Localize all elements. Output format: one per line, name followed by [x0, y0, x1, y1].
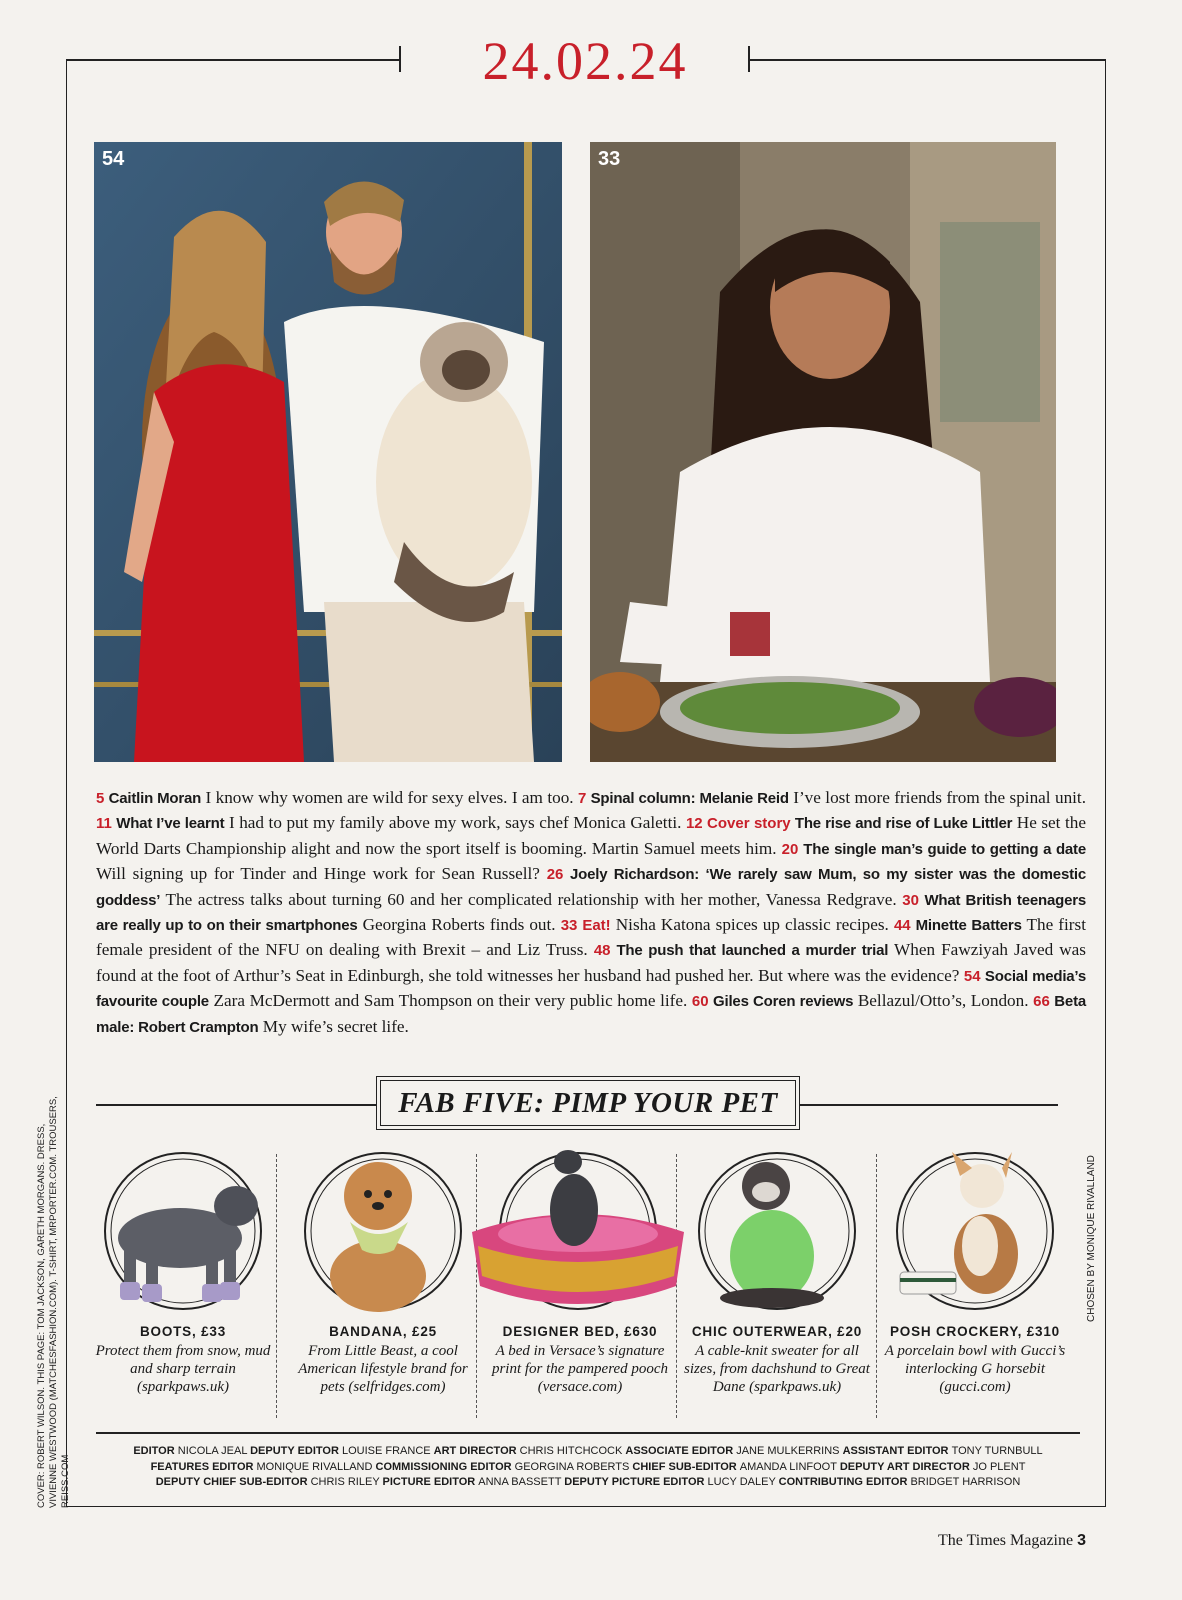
masthead-credits — [96, 1444, 1080, 1491]
fab-item-chic-outerwear — [682, 1146, 872, 1396]
boots-image — [98, 1146, 268, 1316]
credit-role: COMMISSIONING EDITOR — [375, 1460, 515, 1473]
contents-page-number: 11 — [96, 815, 117, 833]
credit-person: GEORGINA ROBERTS — [514, 1460, 633, 1473]
credits-line — [96, 1444, 1080, 1460]
header-tick-left — [399, 46, 401, 72]
credits-rule-top — [96, 1432, 1080, 1434]
chef-illustration — [590, 142, 1056, 762]
contents-page-number: 60 — [691, 993, 714, 1011]
photo-chef — [590, 142, 1056, 762]
contents-headline: What British teenagers are really up to on their smartphones — [96, 891, 1086, 935]
item-name: POSH CROCKERY, £310 — [889, 1324, 1060, 1339]
fab-five-title: FAB FIVE: PIMP YOUR PET — [380, 1080, 796, 1126]
contents-page-number: 54 — [963, 967, 985, 985]
contents-page-number: 44 — [893, 917, 916, 935]
contents-list — [96, 786, 1086, 1040]
credit-role: DEPUTY PICTURE EDITOR — [564, 1476, 708, 1488]
contents-standfirst: Zara McDermott and Sam Thompson on their very public home life. — [208, 991, 692, 1011]
contents-page-number: 26 — [546, 866, 570, 884]
credit-person: MONIQUE RIVALLAND — [256, 1460, 376, 1473]
publication-name: The Times Magazine — [938, 1532, 1074, 1549]
contents-section-label: Eat! — [582, 917, 611, 935]
fab-item-bandana — [288, 1146, 478, 1396]
credit-person: NICOLA JEAL — [177, 1445, 251, 1457]
credit-role: ART DIRECTOR — [433, 1445, 520, 1457]
contents-page-number: 12 — [685, 815, 708, 833]
fab-item-designer-bed — [480, 1146, 680, 1396]
contents-headline: Giles Coren reviews — [713, 993, 854, 1011]
contents-standfirst: The actress talks about turning 60 and her complicated relationship with her mother, Vanessa Redgrave. — [160, 889, 903, 909]
posh-crockery-image — [890, 1146, 1060, 1316]
contents-headline: The single man’s guide to getting a date — [803, 840, 1086, 858]
contents-page-number: 30 — [902, 891, 925, 909]
contents-standfirst: Will signing up for Tinder and Hinge work for Sean Russell? — [96, 864, 547, 884]
contents-standfirst: The first female president of the NFU on dealing with Brexit – and Liz Truss. — [96, 915, 1086, 960]
item-name: BANDANA, £25 — [329, 1324, 437, 1339]
credit-role: ASSISTANT EDITOR — [842, 1445, 952, 1457]
contents-headline: The rise and rise of Luke Littler — [790, 815, 1013, 833]
item-name: DESIGNER BED, £630 — [502, 1324, 658, 1339]
credit-role: FEATURES EDITOR — [150, 1460, 257, 1473]
credit-role: PICTURE EDITOR — [382, 1476, 479, 1488]
couple-illustration — [94, 142, 562, 762]
contents-standfirst: I’ve lost more friends from the spinal unit. — [788, 788, 1087, 807]
contents-standfirst: Bellazul/Otto’s, London. — [853, 991, 1034, 1011]
contents-headline: Beta male: Robert Crampton — [96, 993, 1087, 1036]
designer-bed-image — [468, 1146, 688, 1316]
contents-standfirst: Nisha Katona spices up classic recipes. — [610, 915, 894, 935]
fab-rule-left — [96, 1104, 376, 1106]
contents-standfirst: I had to put my family above my work, says chef Monica Galetti. — [224, 813, 686, 833]
credit-person: CHRIS RILEY — [310, 1476, 383, 1488]
credit-role: EDITOR — [133, 1445, 178, 1457]
page-footer — [938, 1532, 1086, 1550]
contents-standfirst: I know why women are wild for sexy elves. I am too. — [201, 788, 578, 807]
contents-standfirst: My wife’s secret life. — [258, 1016, 409, 1036]
credit-person: TONY TURNBULL — [951, 1445, 1043, 1457]
fab-five-credit: CHOSEN BY MONIQUE RIVALLAND — [1086, 1155, 1097, 1322]
credit-person: LUCY DALEY — [707, 1476, 779, 1488]
issue-date: 24.02.24 — [482, 31, 688, 91]
item-name: BOOTS, £33 — [139, 1324, 227, 1339]
contents-headline: Minette Batters — [915, 917, 1022, 935]
credit-person: ANNA BASSETT — [478, 1476, 565, 1488]
fab-item-boots — [88, 1146, 278, 1396]
fab-item-posh-crockery — [880, 1146, 1070, 1396]
page-number: 3 — [1077, 1532, 1086, 1549]
credit-role: ASSOCIATE EDITOR — [625, 1445, 737, 1457]
photo-page-number: 54 — [102, 148, 125, 170]
contents-standfirst: When Fawziyah Javed was found at the foot of Arthur’s Seat in Edinburgh, she told witnesses her husband had pushed her. But where was the evidence? — [96, 940, 1086, 985]
header-tick-right — [748, 46, 750, 72]
chic-outerwear-image — [692, 1146, 862, 1316]
item-description: A porcelain bowl with Gucci’s interlocking G horsebit (gucci.com) — [884, 1343, 1066, 1395]
credits-line — [96, 1475, 1080, 1491]
contents-headline: The push that launched a murder trial — [616, 942, 889, 960]
credit-person: LOUISE FRANCE — [341, 1445, 434, 1457]
photo-page-number: 33 — [598, 148, 621, 170]
contents-headline: Social media’s favourite couple — [96, 967, 1086, 1011]
contents-page-number: 7 — [577, 790, 591, 807]
credit-person: CHRIS HITCHCOCK — [519, 1445, 626, 1457]
item-description: Protect them from snow, mud and sharp terrain (sparkpaws.uk) — [95, 1343, 271, 1395]
contents-headline: What I’ve learnt — [116, 815, 225, 833]
credit-role: CONTRIBUTING EDITOR — [778, 1476, 911, 1488]
item-description: A bed in Versace’s signature print for the pampered pooch (versace.com) — [491, 1343, 669, 1395]
header-rule-left — [66, 59, 400, 61]
item-description: A cable-knit sweater for all sizes, from dachshund to Great Dane (sparkpaws.uk) — [684, 1343, 870, 1395]
credit-role: DEPUTY CHIEF SUB-EDITOR — [155, 1476, 311, 1488]
contents-headline: Spinal column: Melanie Reid — [590, 790, 789, 807]
credit-person: JO PLENT — [972, 1460, 1026, 1473]
contents-page-number: 33 — [560, 917, 583, 935]
contents-standfirst: Georgina Roberts finds out. — [357, 915, 561, 935]
contents-headline: Caitlin Moran — [108, 790, 202, 807]
credit-person: AMANDA LINFOOT — [739, 1460, 840, 1473]
credit-role: DEPUTY EDITOR — [250, 1445, 342, 1457]
contents-page-number: 20 — [781, 840, 804, 858]
item-divider — [876, 1154, 877, 1418]
header-rule-right — [748, 59, 1106, 61]
contents-section-label: Cover story — [707, 815, 791, 833]
credit-role: DEPUTY ART DIRECTOR — [839, 1460, 973, 1473]
fab-rule-right — [800, 1104, 1058, 1106]
credits-line — [96, 1460, 1080, 1476]
contents-page-number: 66 — [1033, 993, 1055, 1011]
contents-standfirst: He set the World Darts Championship alight and now the sport itself is booming. Martin Samuel meets him. — [96, 813, 1086, 858]
bandana-image — [298, 1146, 468, 1316]
credit-person: JANE MULKERRINS — [736, 1445, 843, 1457]
item-description: From Little Beast, a cool American lifestyle brand for pets (selfridges.com) — [298, 1343, 468, 1395]
photo-couple — [94, 142, 562, 762]
contents-headline: Joely Richardson: ‘We rarely saw Mum, so my sister was the domestic goddess’ — [96, 866, 1086, 909]
item-name: CHIC OUTERWEAR, £20 — [691, 1324, 863, 1339]
contents-page-number: 48 — [593, 942, 617, 960]
credit-role: CHIEF SUB-EDITOR — [632, 1460, 740, 1473]
photo-credits: COVER: ROBERT WILSON. THIS PAGE: TOM JACKSON, GARETH MORGANS. DRESS, VIVIENNE WESTWOOD (MATCHESFASHION.COM). T-SHIRT, MRPORTER.COM. TROUSERS, REISS.COM — [36, 1096, 71, 1508]
credit-person: BRIDGET HARRISON — [910, 1476, 1021, 1488]
fab-five-title-box — [376, 1076, 800, 1130]
contents-page-number: 5 — [96, 790, 109, 807]
